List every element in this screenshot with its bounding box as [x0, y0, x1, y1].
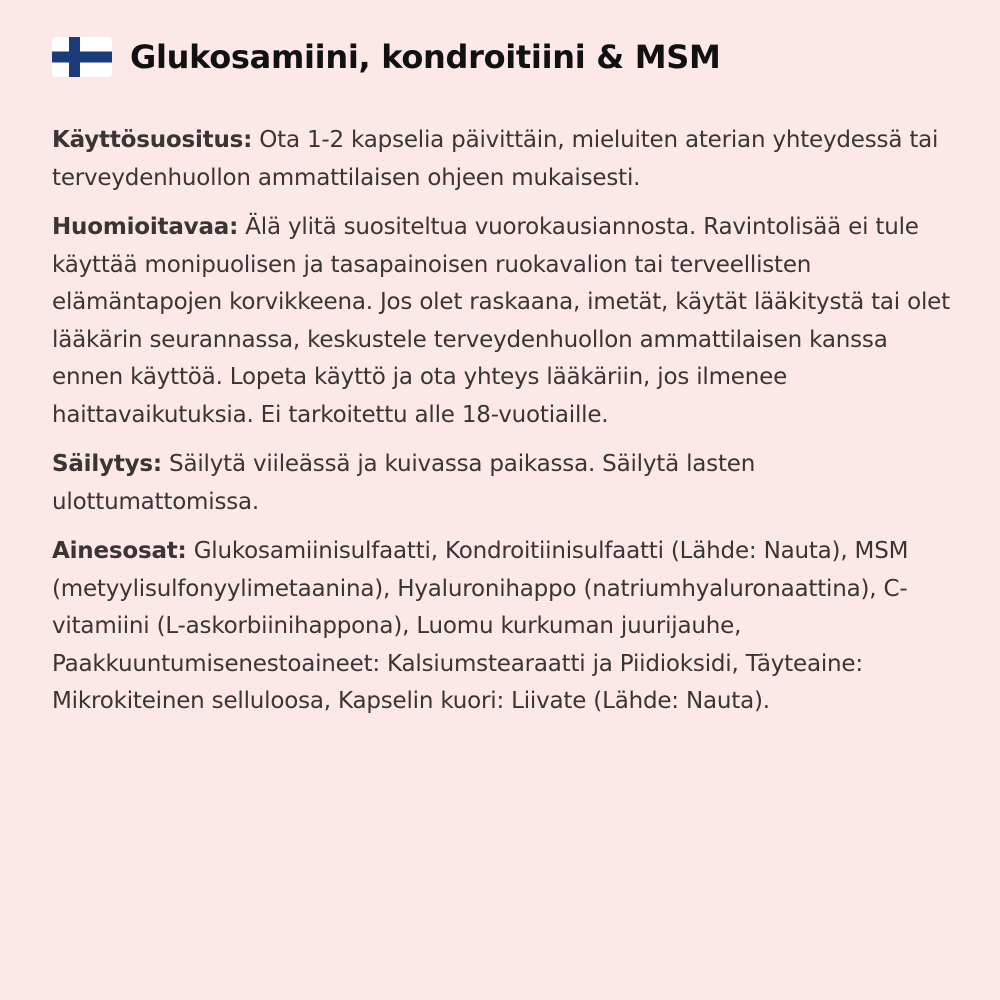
usage-text: Ota 1-2 kapselia päivittäin, mieluiten aterian yhteydessä tai terveydenhuollon ammattilaisen ohjeen mukaisesti.	[52, 127, 939, 191]
ingredients-text: Glukosamiinisulfaatti, Kondroitiinisulfaatti (Lähde: Nauta), MSM (metyylisulfonyylimetaanina), Hyaluronihappo (natriumhyaluronaattina), C-vitamiini (L-askorbiinihappona), Luomu kurkuman juurijauhe, Paakkuuntumisenestoaineet: Kalsiumstearaatti ja Piidioksidi, Täyteaine: Mikrokiteinen selluloosa, Kapselin kuori: Liivate (Lähde: Nauta).	[52, 538, 909, 714]
finland-flag-icon	[52, 37, 112, 77]
usage-section	[52, 122, 952, 197]
storage-label: Säilytys:	[52, 451, 162, 477]
page-title: Glukosamiini, kondroitiini & MSM	[130, 38, 721, 76]
ingredients-label: Ainesosat:	[52, 538, 187, 564]
warnings-label: Huomioitavaa:	[52, 214, 239, 240]
warnings-section	[52, 209, 952, 434]
ingredients-section	[52, 533, 952, 721]
header	[52, 36, 721, 78]
storage-section	[52, 446, 952, 521]
usage-label: Käyttösuositus:	[52, 127, 253, 153]
info-sections	[52, 122, 952, 733]
warnings-text: Älä ylitä suositeltua vuorokausiannosta. Ravintolisää ei tule käyttää monipuolisen ja tasapainoisen ruokavalion tai terveellisten elämäntapojen korvikkeena. Jos olet raskaana, imetät, käytät lääkitystä tai olet lääkärin seurannassa, keskustele terveydenhuollon ammattilaisen kanssa ennen käyttöä. Lopeta käyttö ja ota yhteys lääkäriin, jos ilmenee haittavaikutuksia. Ei tarkoitettu alle 18-vuotiaille.	[52, 214, 950, 428]
storage-text: Säilytä viileässä ja kuivassa paikassa. Säilytä lasten ulottumattomissa.	[52, 451, 756, 515]
